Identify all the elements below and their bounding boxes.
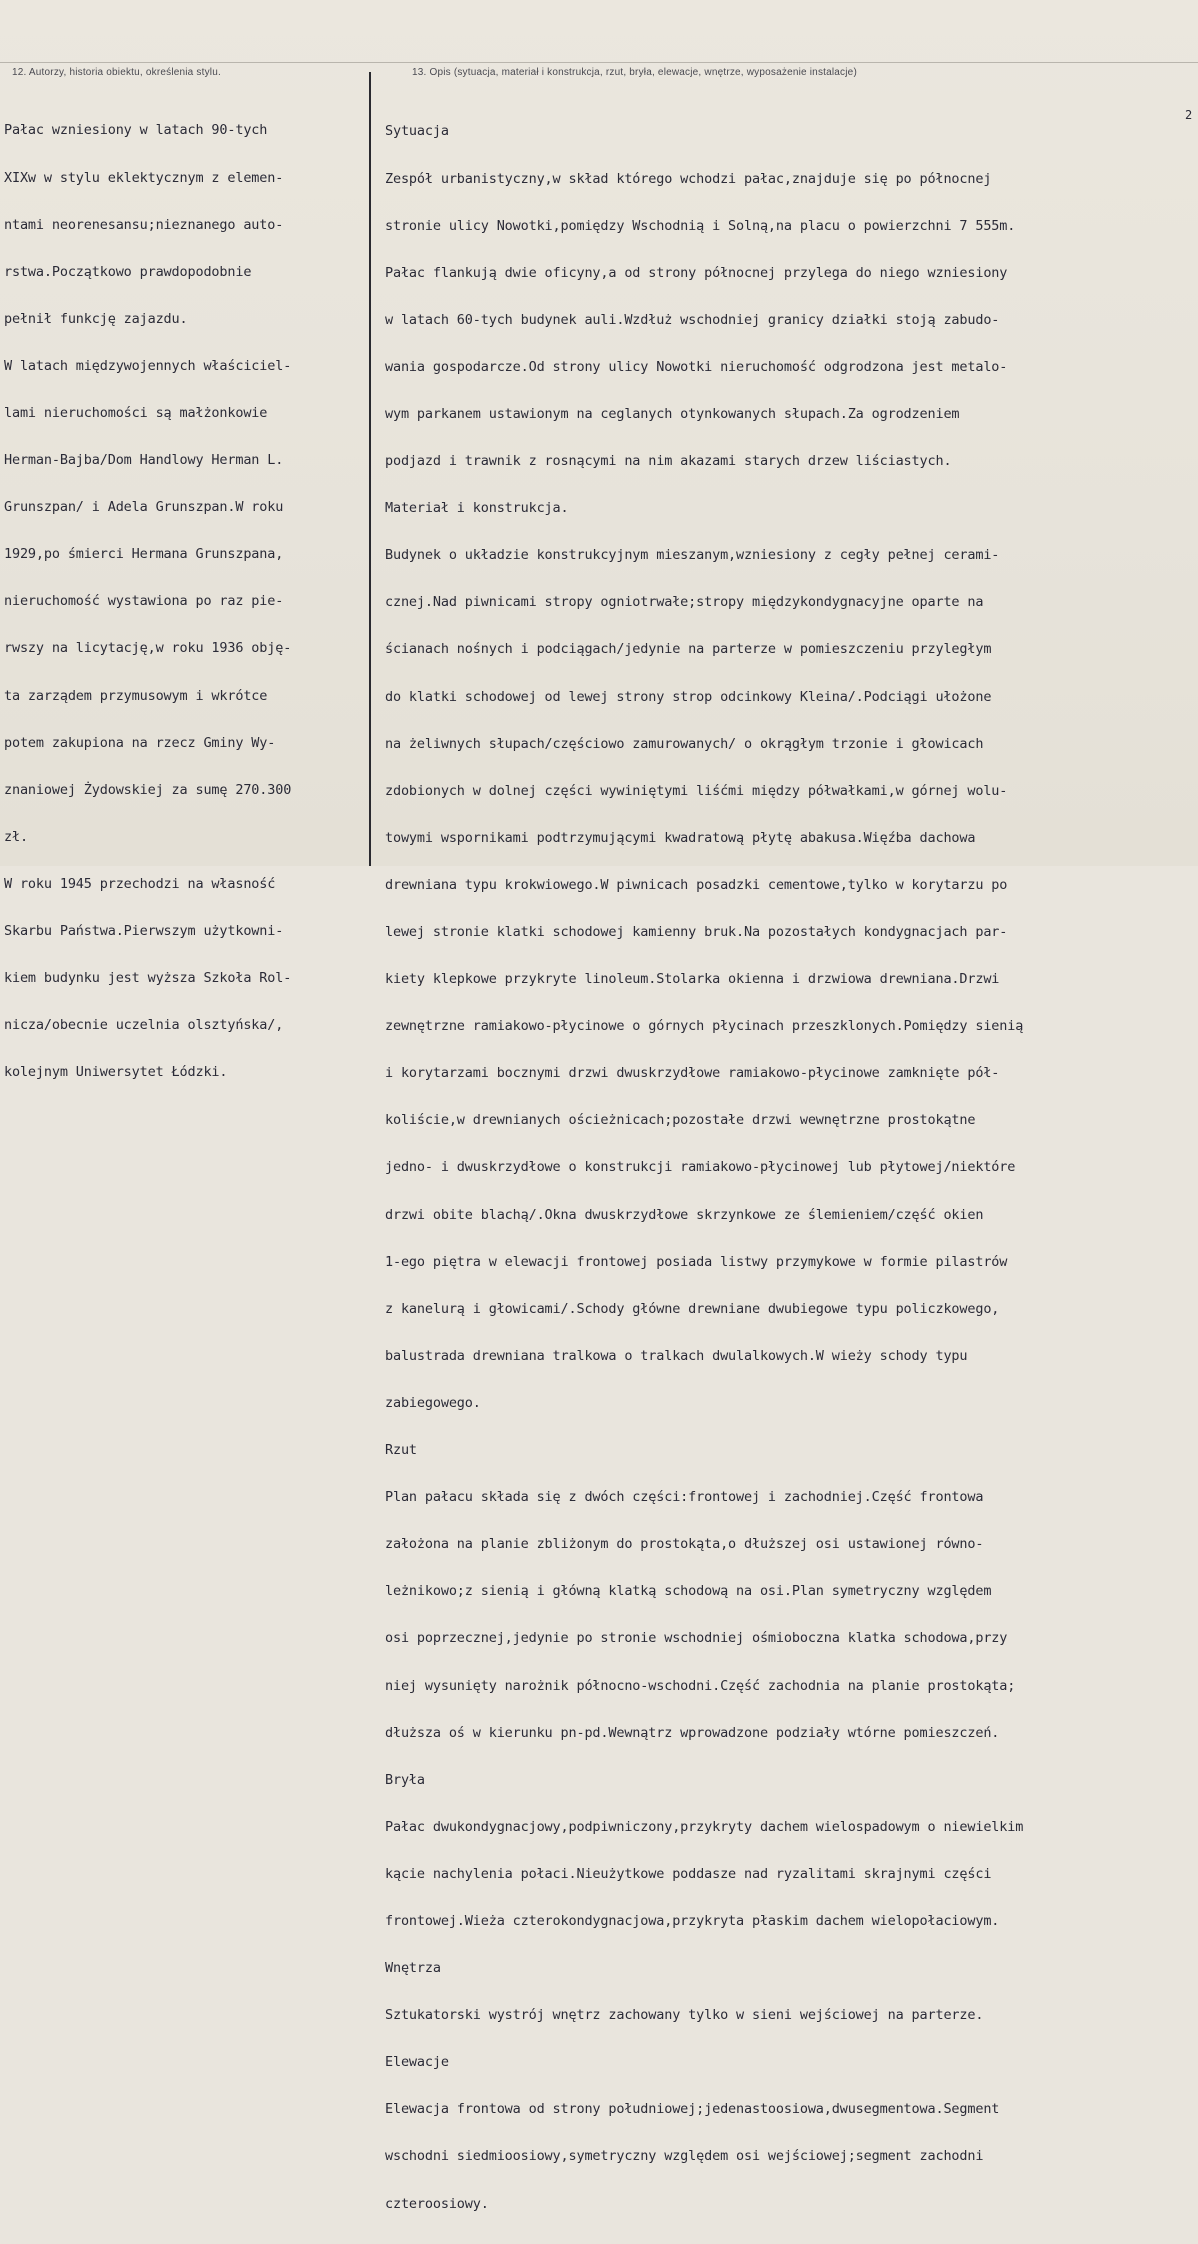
- text-line: drewniana typu krokwiowego.W piwnicach posadzki cementowe,tylko w korytarzu po: [385, 876, 1008, 893]
- text-line: kącie nachylenia połaci.Nieużytkowe poddasze nad ryzalitami skrajnymi części: [385, 1865, 992, 1882]
- text-line: Bryła: [385, 1771, 425, 1788]
- text-line: Budynek o układzie konstrukcyjnym mieszanym,wzniesiony z cegły pełnej cerami-: [385, 547, 1000, 564]
- text-line: cznej.Nad piwnicami stropy ogniotrwałe;stropy międzykondygnacyjne oparte na: [385, 594, 984, 611]
- text-line: w latach 60-tych budynek auli.Wzdłuż wschodniej granicy działki stoją zabudo-: [385, 311, 1000, 328]
- form-top-rule: [0, 62, 1198, 63]
- text-line: Sztukatorski wystrój wnętrz zachowany tylko w sieni wejściowej na parterze.: [385, 2007, 984, 2024]
- text-line: Elewacja frontowa od strony południowej;jedenastoosiowa,dwusegmentowa.Segment: [385, 2101, 1000, 2118]
- text-line: ścianach nośnych i podciągach/jedynie na parterze w pomieszczeniu przyległym: [385, 641, 992, 658]
- text-line: dłuższa oś w kierunku pn-pd.Wewnątrz wprowadzone podziały wtórne pomieszczeń.: [385, 1724, 1000, 1741]
- text-line: Pałac flankują dwie oficyny,a od strony północnej przylega do niego wzniesiony: [385, 264, 1008, 281]
- text-line: Plan pałacu składa się z dwóch części:frontowej i zachodniej.Część frontowa: [385, 1489, 984, 1506]
- text-line: Zespół urbanistyczny,w skład którego wchodzi pałac,znajduje się po północnej: [385, 170, 992, 187]
- text-line: leżnikowo;z sienią i główną klatką schodową na osi.Plan symetryczny względem: [385, 1583, 992, 1600]
- history-text-column: [4, 92, 366, 1112]
- text-line: niej wysunięty narożnik północno-wschodni.Część zachodnia na planie prostokąta;: [385, 1677, 1016, 1694]
- text-line: kiem budynku jest wyższa Szkoła Rol-: [4, 970, 292, 987]
- text-line: Sytuacja: [385, 123, 449, 140]
- text-line: nicza/obecnie uczelnia olsztyńska/,: [4, 1017, 284, 1034]
- text-line: towymi wspornikami podtrzymującymi kwadratową płytę abakusa.Więźba dachowa: [385, 829, 976, 846]
- text-line: balustrada drewniana tralkowa o tralkach dwulalkowych.W wieży schody typu: [385, 1347, 968, 1364]
- text-line: ta zarządem przymusowym i wkrótce: [4, 687, 268, 704]
- margin-superscript: 2: [1185, 108, 1193, 122]
- text-line: jedno- i dwuskrzydłowe o konstrukcji ramiakowo-płycinowej lub płytowej/niektóre: [385, 1159, 1016, 1176]
- text-line: Rzut: [385, 1442, 417, 1459]
- text-line: rwszy na licytację,w roku 1936 obję-: [4, 640, 292, 657]
- text-line: Pałac wzniesiony w latach 90-tych: [4, 122, 268, 139]
- text-line: założona na planie zbliżonym do prostokąta,o dłuższej osi ustawionej równo-: [385, 1536, 984, 1553]
- section-13-header: 13. Opis (sytuacja, materiał i konstrukcja, rzut, bryła, elewacje, wnętrze, wyposażenie instalacje): [412, 67, 857, 78]
- text-line: osi poprzecznej,jedynie po stronie wschodniej ośmioboczna klatka schodowa,przy: [385, 1630, 1008, 1647]
- text-line: Pałac dwukondygnacjowy,podpiwniczony,przykryty dachem wielospadowym o niewielkim: [385, 1818, 1024, 1835]
- text-line: lewej stronie klatki schodowej kamienny bruk.Na pozostałych kondygnacjach par-: [385, 924, 1008, 940]
- section-12-header: 12. Autorzy, historia obiektu, określenia stylu.: [12, 67, 221, 78]
- text-line: stronie ulicy Nowotki,pomiędzy Wschodnią i Solną,na placu o powierzchni 7 555m.: [385, 217, 1016, 234]
- text-line: znaniowej Żydowskiej za sumę 270.300: [4, 781, 292, 798]
- text-line: drzwi obite blachą/.Okna dwuskrzydłowe skrzynkowe ze ślemieniem/część okien: [385, 1206, 984, 1223]
- text-line: wschodni siedmioosiowy,symetryczny względem osi wejściowej;segment zachodni: [385, 2148, 984, 2165]
- text-line: zł.: [4, 828, 28, 845]
- text-line: Elewacje: [385, 2054, 449, 2071]
- text-line: XIXw w stylu eklektycznym z elemen-: [4, 169, 284, 186]
- column-divider: [369, 72, 371, 866]
- text-line: do klatki schodowej od lewej strony strop odcinkowy Kleina/.Podciągi ułożone: [385, 688, 992, 705]
- text-line: W roku 1945 przechodzi na własność: [4, 875, 276, 892]
- text-line: pełnił funkcję zajazdu.: [4, 310, 188, 327]
- text-line: wania gospodarcze.Od strony ulicy Nowotki nieruchomość odgrodzona jest metalo-: [385, 358, 1008, 375]
- text-line: potem zakupiona na rzecz Gminy Wy-: [4, 734, 276, 751]
- text-line: Grunszpan/ i Adela Grunszpan.W roku: [4, 499, 284, 516]
- text-line: Skarbu Państwa.Pierwszym użytkowni-: [4, 923, 284, 939]
- text-line: kiety klepkowe przykryte linoleum.Stolarka okienna i drzwiowa drewniana.Drzwi: [385, 971, 1000, 988]
- text-line: W latach międzywojennych właściciel-: [4, 357, 292, 374]
- text-line: frontowej.Wieża czterokondygnacjowa,przykryta płaskim dachem wielopołaciowym.: [385, 1912, 1000, 1929]
- text-line: zabiegowego.: [385, 1394, 481, 1411]
- text-line: Herman-Bajba/Dom Handlowy Herman L.: [4, 452, 284, 469]
- text-line: 1-ego piętra w elewacji frontowej posiada listwy przymykowe w formie pilastrów: [385, 1253, 1008, 1270]
- text-line: na żeliwnych słupach/częściowo zamurowanych/ o okrągłym trzonie i głowicach: [385, 735, 984, 752]
- text-line: koliście,w drewnianych ościeżnicach;pozostałe drzwi wewnętrzne prostokątne: [385, 1112, 976, 1129]
- text-line: zdobionych w dolnej części wywiniętymi liśćmi między półwałkami,w górnej wolu-: [385, 782, 1008, 799]
- text-line: Wnętrza: [385, 1960, 441, 1977]
- text-line: ntami neorenesansu;nieznanego auto-: [4, 216, 284, 233]
- text-line: 1929,po śmierci Hermana Grunszpana,: [4, 546, 284, 563]
- text-line: kolejnym Uniwersytet Łódzki.: [4, 1064, 228, 1081]
- text-line: wym parkanem ustawionym na ceglanych otynkowanych słupach.Za ogrodzeniem: [385, 405, 960, 422]
- text-line: lami nieruchomości są małżonkowie: [4, 404, 268, 421]
- text-line: Materiał i konstrukcja.: [385, 500, 569, 517]
- text-line: podjazd i trawnik z rosnącymi na nim akazami starych drzew liściastych.: [385, 453, 952, 470]
- text-line: nieruchomość wystawiona po raz pie-: [4, 593, 284, 610]
- text-line: czteroosiowy.: [385, 2195, 489, 2212]
- description-text-column: [385, 93, 1198, 2244]
- text-line: zewnętrzne ramiakowo-płycinowe o górnych płycinach przeszklonych.Pomiędzy sienią: [385, 1018, 1024, 1035]
- text-line: i korytarzami bocznymi drzwi dwuskrzydłowe ramiakowo-płycinowe zamknięte pół-: [385, 1065, 1000, 1082]
- text-line: z kanelurą i głowicami/.Schody główne drewniane dwubiegowe typu policzkowego,: [385, 1300, 1000, 1317]
- text-line: rstwa.Początkowo prawdopodobnie: [4, 263, 252, 280]
